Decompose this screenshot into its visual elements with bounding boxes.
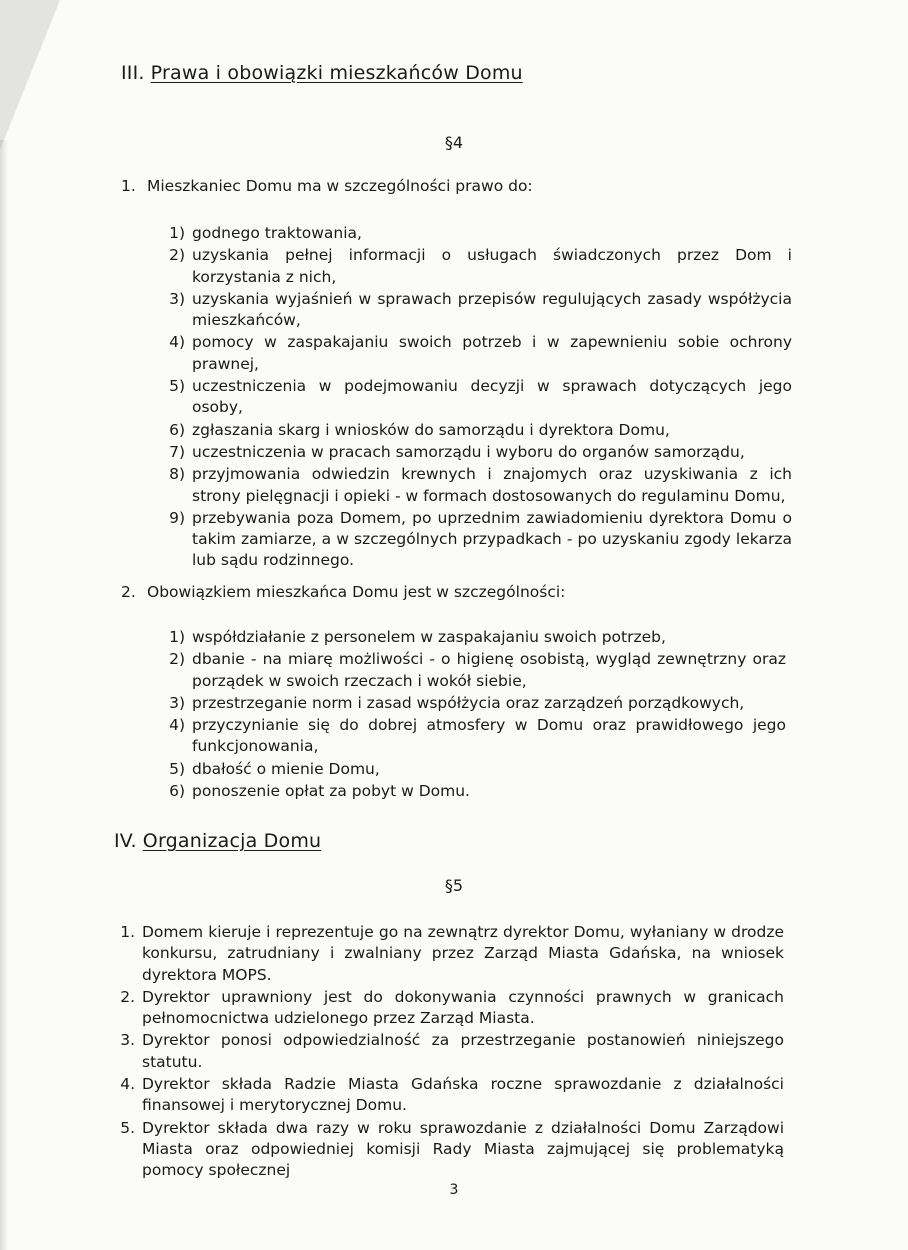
org-item-number: 2. xyxy=(120,987,135,1006)
right-item xyxy=(158,332,792,375)
right-item xyxy=(158,289,792,332)
duty-item-number: 5) xyxy=(169,759,185,778)
org-item-number: 4. xyxy=(120,1075,135,1094)
right-item xyxy=(158,464,792,507)
right-item-text: uzyskania pełnej informacji o usługach świadczonych przez Dom i korzystania z nich, xyxy=(192,246,792,286)
section-3-title: Prawa i obowiązki mieszkańców Domu xyxy=(150,62,523,84)
right-item-number: 3) xyxy=(169,289,185,308)
duty-item-number: 6) xyxy=(169,782,185,801)
right-item-text: uczestniczenia w pracach samorządu i wyboru do organów samorządu, xyxy=(192,442,745,461)
duty-item xyxy=(158,715,786,758)
org-item-number: 5. xyxy=(120,1118,135,1137)
page-number: 3 xyxy=(449,1182,459,1198)
duty-item xyxy=(158,649,786,692)
right-item-text: zgłaszania skarg i wniosków do samorządu i dyrektora Domu, xyxy=(192,420,670,439)
right-item-number: 5) xyxy=(169,377,185,396)
duty-item xyxy=(158,781,786,802)
section-4-title: Organizacja Domu xyxy=(142,830,322,852)
duty-item xyxy=(158,759,786,780)
org-item xyxy=(108,1074,784,1117)
duty-item-number: 3) xyxy=(169,693,185,712)
right-item xyxy=(158,245,792,288)
section-4-number: IV. xyxy=(114,830,137,852)
org-item-text: Dyrektor ponosi odpowiedzialność za przestrzeganie postanowień niniejszego statutu. xyxy=(142,1031,784,1071)
point-1-lead xyxy=(121,177,533,195)
duty-item-text: przestrzeganie norm i zasad współżycia oraz zarządzeń porządkowych, xyxy=(192,693,745,712)
org-item-text: Dyrektor składa Radzie Miasta Gdańska roczne sprawozdanie z działalności finansowej i merytorycznej Domu. xyxy=(142,1075,784,1115)
point-1-number: 1. xyxy=(121,177,136,195)
duty-item xyxy=(158,627,786,648)
right-item-text: przebywania poza Domem, po uprzednim zawiadomieniu dyrektora Domu o takim zamiarze, a w szczególnych przypadkach - po uzyskaniu zgody lekarza lub sądu rodzinnego. xyxy=(192,508,792,570)
org-item-text: Domem kieruje i reprezentuje go na zewnątrz dyrektor Domu, wyłaniany w drodze konkursu, zatrudniany i zwalniany przez Zarząd Miasta Gdańska, na wniosek dyrektora MOPS. xyxy=(142,923,784,984)
section-3-heading xyxy=(121,62,523,84)
right-item-number: 1) xyxy=(169,224,185,242)
scan-shadow-corner xyxy=(0,0,60,150)
org-item-number: 3. xyxy=(120,1031,135,1050)
right-item-number: 7) xyxy=(169,442,185,461)
duty-item-text: dbałość o mienie Domu, xyxy=(192,759,380,778)
scan-shadow-edge xyxy=(0,140,8,1250)
org-item xyxy=(108,1118,784,1182)
right-item-number: 6) xyxy=(169,420,185,439)
section-3-number: III. xyxy=(121,62,145,84)
duties-list xyxy=(158,627,786,803)
right-item-text: uzyskania wyjaśnień w sprawach przepisów regulujących zasady współżycia mieszkańców, xyxy=(192,289,792,330)
right-item-text: uczestniczenia w podejmowaniu decyzji w sprawach dotyczących jego osoby, xyxy=(192,377,792,417)
duty-item-text: przyczynianie się do dobrej atmosfery w Domu oraz prawidłowego jego funkcjonowania, xyxy=(192,716,786,756)
duty-item-number: 2) xyxy=(169,650,185,669)
right-item-text: przyjmowania odwiedzin krewnych i znajomych oraz uzyskiwania z ich strony pielęgnacji i opieki - w formach dostosowanych do regulaminu Domu, xyxy=(192,465,792,505)
duty-item xyxy=(158,693,786,714)
duty-item-text: dbanie - na miarę możliwości - o higienę osobistą, wygląd zewnętrzny oraz porządek w swoich rzeczach i wokół siebie, xyxy=(192,650,786,690)
section-4-heading xyxy=(114,830,321,852)
duty-item-text: współdziałanie z personelem w zaspakajaniu swoich potrzeb, xyxy=(192,628,666,646)
right-item xyxy=(158,223,792,244)
right-item xyxy=(158,508,792,572)
right-item-text: godnego traktowania, xyxy=(192,224,362,242)
org-item xyxy=(108,987,784,1030)
right-item-number: 4) xyxy=(169,333,185,352)
right-item xyxy=(158,420,792,441)
right-item xyxy=(158,442,792,463)
point-2-number: 2. xyxy=(121,583,136,601)
duty-item-text: ponoszenie opłat za pobyt w Domu. xyxy=(192,782,470,801)
right-item-number: 2) xyxy=(169,246,185,265)
paragraph-5-sign: §5 xyxy=(444,876,464,895)
rights-list xyxy=(158,223,792,573)
organization-list xyxy=(108,922,784,1183)
right-item-number: 8) xyxy=(169,465,185,484)
org-item xyxy=(108,1030,784,1073)
duty-item-number: 1) xyxy=(169,628,185,646)
org-item xyxy=(108,922,784,986)
point-1-text: Mieszkaniec Domu ma w szczególności prawo do: xyxy=(147,177,533,195)
paragraph-4-sign: §4 xyxy=(444,133,464,152)
org-item-number: 1. xyxy=(120,923,135,941)
duty-item-number: 4) xyxy=(169,716,185,735)
org-item-text: Dyrektor składa dwa razy w roku sprawozdanie z działalności Domu Zarządowi Miasta oraz odpowiedniej komisji Rady Miasta zajmującej się problematyką pomocy społecznej xyxy=(142,1118,784,1180)
right-item xyxy=(158,376,792,419)
right-item-text: pomocy w zaspakajaniu swoich potrzeb i w zapewnieniu sobie ochrony prawnej, xyxy=(192,333,792,373)
point-2-lead xyxy=(121,583,565,601)
right-item-number: 9) xyxy=(169,508,185,527)
org-item-text: Dyrektor uprawniony jest do dokonywania czynności prawnych w granicach pełnomocnictwa udzielonego przez Zarząd Miasta. xyxy=(142,987,784,1028)
point-2-text: Obowiązkiem mieszkańca Domu jest w szczególności: xyxy=(147,583,566,601)
